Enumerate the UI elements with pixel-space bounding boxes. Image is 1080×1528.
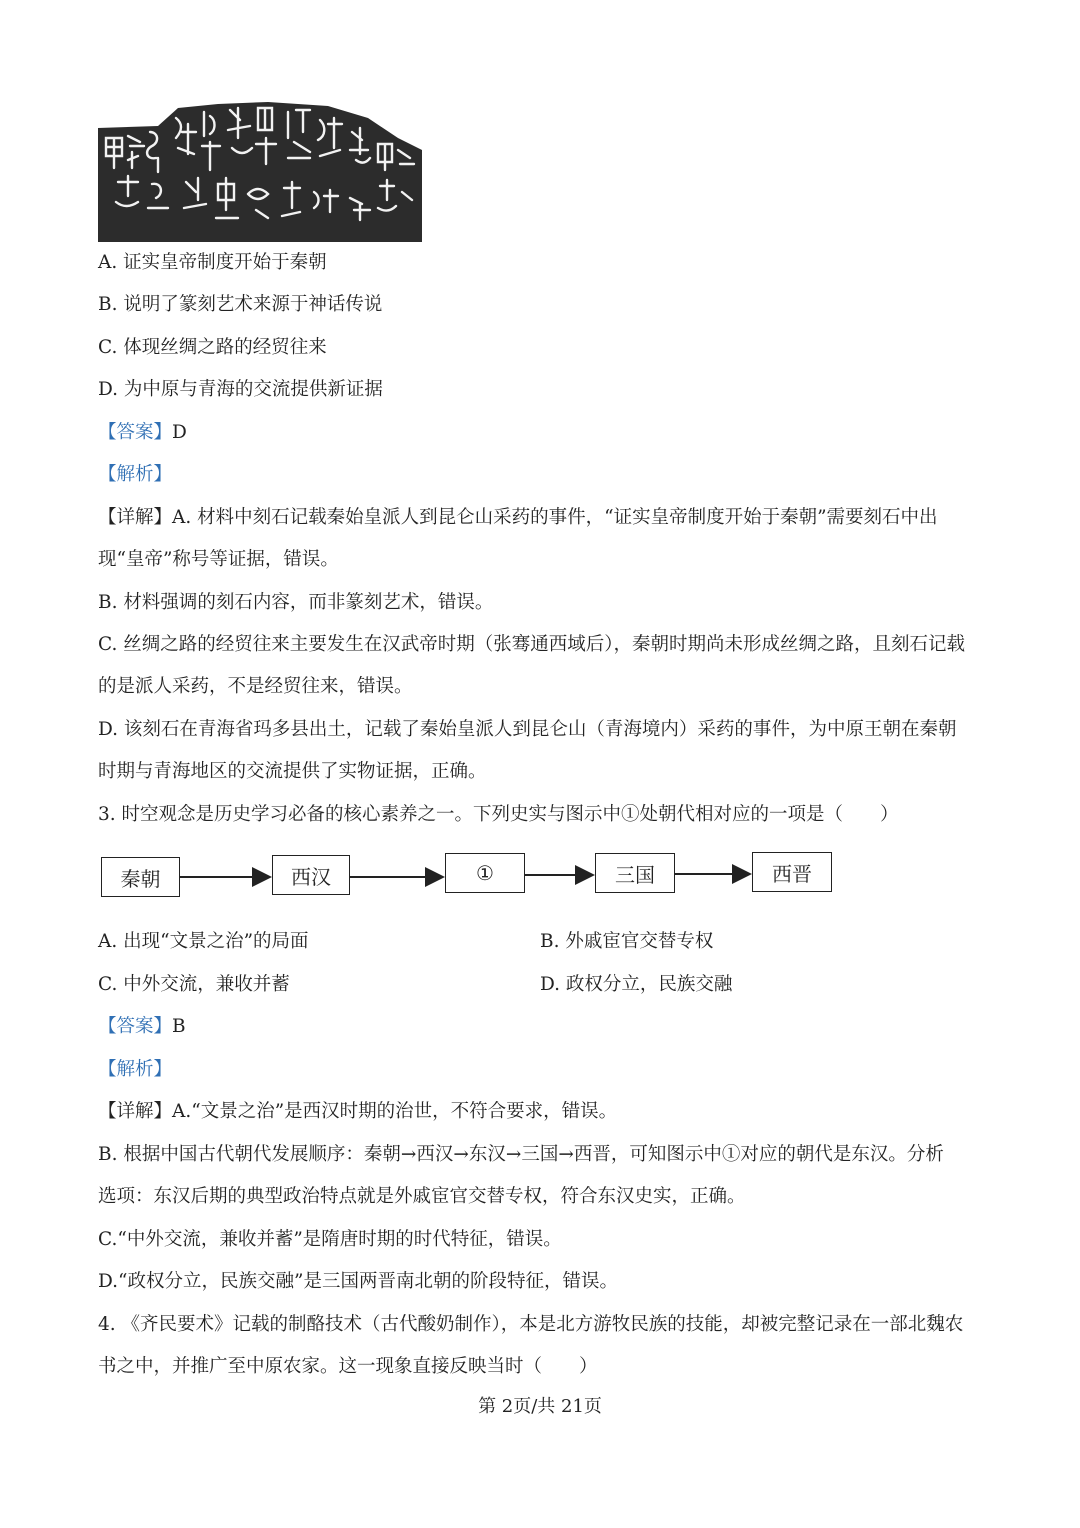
q3-option-c: C. 中外交流，兼收并蓄	[98, 974, 290, 995]
q2-detail-line: B. 材料强调的刻石内容，而非篆刻艺术，错误。	[98, 592, 494, 613]
q3-detail-line: D.“政权分立，民族交融”是三国两晋南北朝的阶段特征，错误。	[98, 1271, 618, 1292]
q3-detail-line: B. 根据中国古代朝代发展顺序：秦朝→西汉→东汉→三国→西晋，可知图示中①对应的朝代是东汉。分析	[98, 1144, 944, 1165]
q2-detail-line: 的是派人采药，不是经贸往来，错误。	[98, 676, 413, 697]
q3-detail-line: C.“中外交流，兼收并蓄”是隋唐时期的时代特征，错误。	[98, 1229, 562, 1250]
detail-label: 【详解】	[98, 1101, 173, 1122]
flow-box-three-kingdoms: 三国	[595, 853, 675, 893]
q3-detail-line: 选项：东汉后期的典型政治特点就是外戚宦官交替专权，符合东汉史实，正确。	[98, 1186, 746, 1207]
flow-box-western-han: 西汉	[272, 855, 350, 895]
answer-label: 【答案】	[98, 1016, 173, 1037]
q3-option-a: A. 出现“文景之治”的局面	[98, 931, 309, 952]
detail-text: A.“文景之治”是西汉时期的治世，不符合要求，错误。	[172, 1101, 618, 1122]
q2-detail-line: D. 该刻石在青海省玛多县出土，记载了秦始皇派人到昆仑山（青海境内）采药的事件，为中原王朝在秦朝	[98, 719, 957, 740]
answer-value: B	[172, 1016, 186, 1037]
q4-question-line: 书之中，并推广至中原农家。这一现象直接反映当时（ ）	[98, 1356, 598, 1377]
q2-analysis-label: 【解析】	[98, 464, 173, 485]
q4-question-line: 4. 《齐民要术》记载的制酪技术（古代酸奶制作），本是北方游牧民族的技能，却被完整记录在一部北魏农	[98, 1314, 964, 1335]
flow-box-blank-1: ①	[445, 853, 525, 893]
q2-option-b: B. 说明了篆刻艺术来源于神话传说	[98, 294, 383, 315]
q3-option-d: D. 政权分立，民族交融	[540, 974, 733, 995]
answer-label: 【答案】	[98, 422, 173, 443]
q2-option-c: C. 体现丝绸之路的经贸往来	[98, 337, 327, 358]
q3-answer	[98, 1015, 186, 1039]
flow-box-western-jin: 西晋	[752, 852, 832, 892]
q3-question: 3. 时空观念是历史学习必备的核心素养之一。下列史实与图示中①处朝代相对应的一项是（ ）	[98, 804, 899, 825]
q3-analysis-label: 【解析】	[98, 1059, 173, 1080]
q3-option-b: B. 外戚宦官交替专权	[540, 931, 714, 952]
q2-detail-line: 现“皇帝”称号等证据，错误。	[98, 549, 339, 570]
q2-option-d: D. 为中原与青海的交流提供新证据	[98, 379, 383, 400]
flow-box-qin: 秦朝	[101, 857, 180, 897]
q2-option-a: A. 证实皇帝制度开始于秦朝	[98, 252, 327, 273]
q2-detail-line: 时期与青海地区的交流提供了实物证据，正确。	[98, 761, 487, 782]
q3-detail-line	[98, 1100, 617, 1124]
detail-text: A. 材料中刻石记载秦始皇派人到昆仑山采药的事件，“证实皇帝制度开始于秦朝”需要刻石中出	[172, 507, 938, 528]
page-footer: 第 2页/共 21页	[478, 1396, 602, 1417]
q2-detail-line: C. 丝绸之路的经贸往来主要发生在汉武帝时期（张骞通西域后），秦朝时期尚未形成丝绸之路，且刻石记载	[98, 634, 966, 655]
detail-label: 【详解】	[98, 507, 173, 528]
answer-value: D	[172, 422, 187, 443]
